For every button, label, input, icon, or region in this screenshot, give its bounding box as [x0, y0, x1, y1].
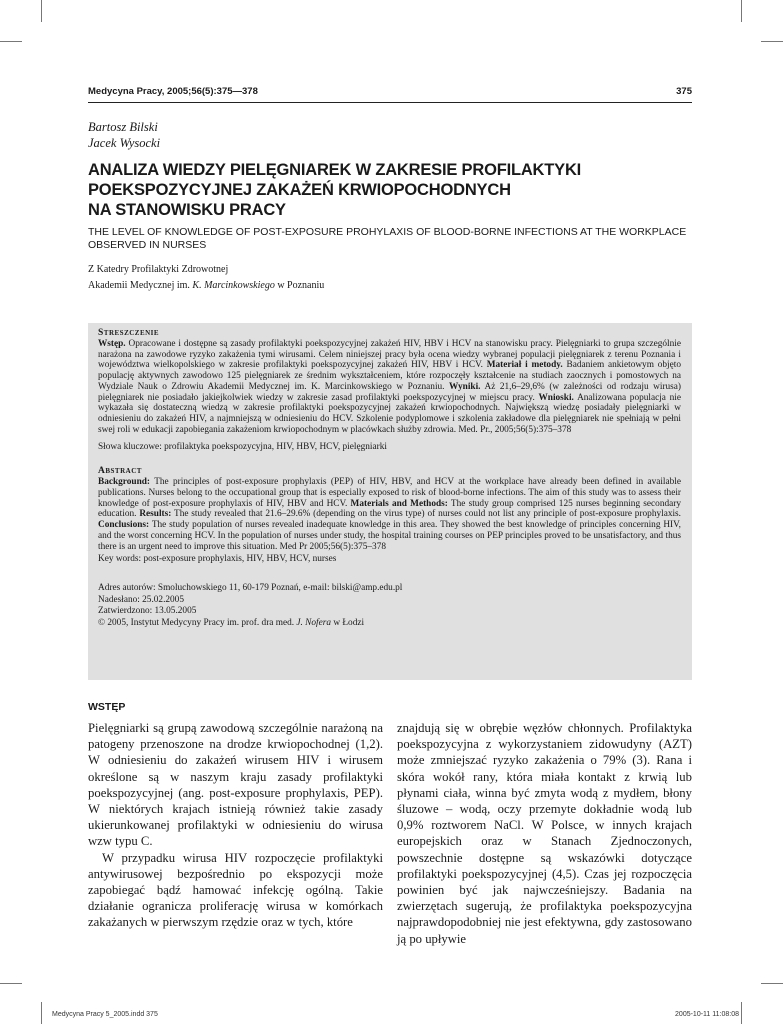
abstract-body: The study group comprised 125 nurses beginning secondary education. — [98, 498, 681, 520]
english-title — [88, 226, 692, 252]
authors — [88, 119, 160, 151]
crop-mark — [761, 983, 783, 984]
section-heading: WSTĘP — [88, 701, 126, 713]
article-meta — [98, 583, 681, 629]
affiliation-line: Z Katedry Profilaktyki Zdrowotnej — [88, 264, 229, 275]
keywords-en: Key words: post-exposure prophylaxis, HIV, HBV, HCV, nurses — [98, 554, 337, 565]
affiliation-italic: K. Marcinkowskiego — [192, 280, 275, 291]
streszczenie-body: Opracowane i dostępne są zasady profilaktyki poekspozycyjnej zakażeń HIV, HBV i HCV na stanowisku pracy. Pielęgniarki to grupa szczególnie narażona na zawodowe ryzyko zakażenia tymi wirusami. Celem niniejszej pracy była ocena wiedzy wybranej populacji pielęgniarek z terenu Poznania i województwa wielkopolskiego w zakresie profilaktyki poekspozycyjnej zakażeń HIV, HBV i HCV. — [98, 338, 681, 371]
body-paragraph: znajdują się w obrębie węzłów chłonnych. Profilaktyka poekspozycyjna z wykorzystaniem zidowudyny (AZT) może zmniejszać ryzyko zakażenia o 79% (3). Rana i skóra wokół rany, która miała kontakt z krwią lub płynami ciała, winna być zmyta wodą z mydłem, błony śluzowe – wodą, oczy przemyte dokładnie wodą lub 0,9% roztworem NaCl. W Polsce, w innych krajach europejskich oraz w Stanach Zjednoczonych, powszechnie dostępne są wskazówki dotyczące profilaktyki poekspozycyjnej (4,5). Czas jej rozpoczęcia powinien być jak najwcześniejszy. Badania na zwierzętach sugerują, że profilaktyka poekspozycyjna najprawdopodobniej nie jest efektywna, gdy zastosowano ją po upływie — [397, 721, 692, 946]
author-name: Bartosz Bilski — [88, 120, 158, 134]
abstract-body: The principles of post-exposure prophylaxis (PEP) of HIV, HBV, and HCV at the workplace have already been defined in available publications. Nurses belong to the occupational group that is especially exposed to risk of blood-borne infections. The aim of this study was to assess their knowledge of post-exposure prophylaxis of HIV, HBV and HCV. — [98, 477, 681, 509]
subtitle-line: OBSERVED IN NURSES — [88, 239, 207, 251]
title-line: NA STANOWISKU PRACY — [88, 201, 286, 219]
body-column-left — [88, 720, 383, 931]
streszczenie-body: Badaniem ankietowym objęto populację aktywnych zawodowo 125 pielęgniarek ze średnim wykształceniem, które rozpoczęły kształcenie na studiach zaocznych i pomostowych na Wydziale Nauk o Zdrowiu Akademii Medycznej im. K. Marcinkowskiego w Poznaniu. — [98, 360, 681, 392]
streszczenie-body: Aż 21,6–29,6% (w zależności od rodzaju wirusa) pielęgniarek nie posiadało jakiejkolwiek wiedzy w zakresie zasad profilaktyki poekspozycyjnej w miejscu pracy. — [98, 381, 682, 403]
copyright-text: © 2005, Instytut Medycyny Pracy im. prof. dra med. — [98, 617, 297, 628]
abstract-body: The study population of nurses revealed inadequate knowledge in this area. They showed the best knowledge of principles concerning HIV, and the worst concerning HCV. In the population of nurses under study, the hospital training courses on PEP principles proved to be unsatisfactory, and thus there is an urgent need to improve this situation. Med Pr 2005;56(5):375–378 — [98, 520, 681, 552]
abstract-heading: Abstract — [98, 466, 142, 477]
author-name: Jacek Wysocki — [88, 136, 161, 150]
body-paragraph: W przypadku wirusa HIV rozpoczęcie profilaktyki antywirusowej bezpośrednio po ekspozycji może zapobiegać bądź hamować infekcję ogólną. Takie działanie ogranicza proliferację wirusa w komórkach zakażanych w pierwszym rzędzie oraz w tych, które — [88, 850, 383, 930]
page-number: 375 — [676, 86, 692, 97]
keywords-pl: Słowa kluczowe: profilaktyka poekspozycyjna, HIV, HBV, HCV, pielęgniarki — [98, 441, 387, 452]
copyright-italic: J. Nofera — [296, 617, 331, 628]
label-wstep: Wstęp. — [98, 338, 126, 349]
body-column-right — [397, 720, 692, 947]
label-conclusions: Conclusions: — [98, 520, 150, 530]
affiliation-line — [88, 278, 324, 294]
label-results: Results: — [139, 509, 172, 520]
body-paragraph: Pielęgniarki są grupą zawodową szczególnie narażoną na patogeny przenoszone na drodze krwiopochodnej (1,2). W odniesieniu do zakażeń wirusem HIV i wirusem określone są w naszym kraju zasady profilaktyki poekspozycyjnej (ang. post-exposure prophylaxis, PEP). W niektórych krajach istnieją również takie zasady ukierunkowanej profilaktyki w odniesieniu do wirusa wzw typu C. — [88, 721, 383, 849]
subtitle-line: THE LEVEL OF KNOWLEDGE OF POST-EXPOSURE PROHYLAXIS OF BLOOD-BORNE INFECTIONS AT THE WORKPLACE — [88, 226, 687, 238]
journal-reference: Medycyna Pracy, 2005;56(5):375—378 — [88, 86, 258, 97]
abstract-text — [98, 477, 681, 552]
abstract-body: The study revealed that 21.6–29.6% (depending on the virus type) of nurses could not list any principle of post-exposure prophylaxis. — [171, 509, 681, 520]
date-sent: Nadesłano: 25.02.2005 — [98, 594, 184, 605]
affiliation — [88, 262, 324, 294]
label-material: Materiał i metody. — [486, 360, 563, 371]
print-slug-file: Medycyna Pracy 5_2005.indd 375 — [52, 1011, 158, 1018]
print-slug-date: 2005-10-11 11:08:08 — [675, 1011, 739, 1018]
streszczenie-heading: Streszczenie — [98, 328, 160, 338]
crop-mark — [0, 41, 22, 42]
article-title — [88, 160, 692, 220]
copyright — [98, 618, 681, 630]
crop-mark — [761, 41, 783, 42]
crop-mark — [41, 0, 42, 22]
affiliation-text: Akademii Medycznej im. — [88, 280, 193, 291]
affiliation-text: w Poznaniu — [274, 280, 325, 291]
crop-mark — [741, 0, 742, 22]
streszczenie-text — [98, 339, 681, 436]
crop-mark — [0, 983, 22, 984]
crop-mark — [41, 1002, 42, 1024]
title-line: POEKSPOZYCYJNEJ ZAKAŻEŃ KRWIOPOCHODNYCH — [88, 181, 511, 199]
header-rule — [88, 102, 692, 103]
label-wnioski: Wnioski. — [538, 392, 574, 403]
copyright-text: w Łodzi — [331, 617, 365, 628]
label-background: Background: — [98, 477, 151, 487]
running-head — [88, 86, 692, 97]
crop-mark — [741, 1002, 742, 1024]
date-approved: Zatwierdzono: 13.05.2005 — [98, 606, 197, 616]
streszczenie-body: Analizowana populacja nie wykazała się dostateczną wiedzą w zakresie profilaktyki poekspozycyjnej zakażeń krwiopochodnych. Największą wiedzę posiadały pielęgniarki w odniesieniu do zakażeń HIV, a najmniejszą w odniesieniu do HCV. Szkolenie podyplomowe i szkolenia zakładowe dla pielęgniarek nie spełniają w pełni swej roli w edukacji zapobiegania zakażeniom krwiopochodnym w placówkach służby zdrowia. Med. Pr., 2005;56(5):375–378 — [98, 392, 681, 435]
abstract-box — [88, 323, 692, 680]
title-line: ANALIZA WIEDZY PIELĘGNIAREK W ZAKRESIE PROFILAKTYKI — [88, 161, 582, 179]
label-wyniki: Wyniki. — [449, 381, 481, 392]
label-methods: Materials and Methods: — [350, 498, 448, 509]
author-address: Adres autorów: Smoluchowskiego 11, 60-179 Poznań, e-mail: bilski@amp.edu.pl — [98, 583, 403, 593]
